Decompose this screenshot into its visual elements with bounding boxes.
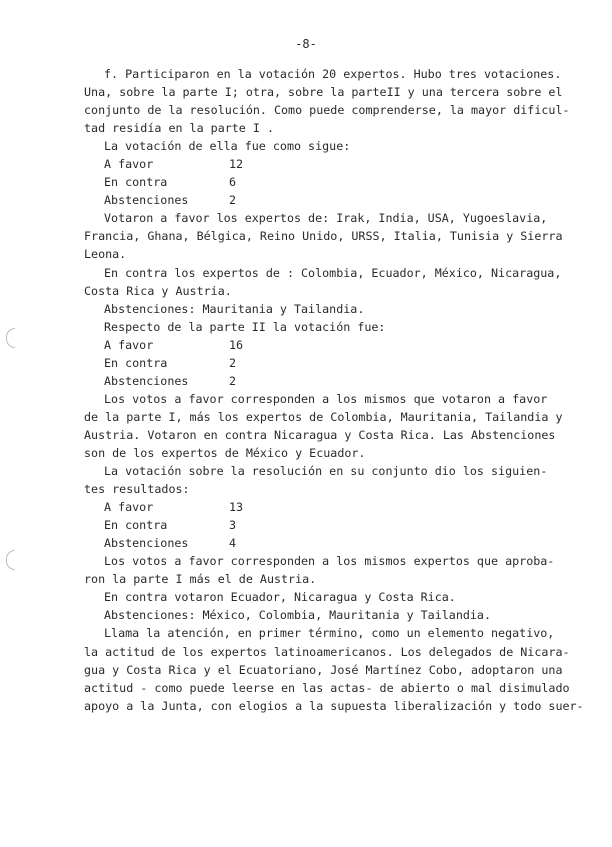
punch-hole-mark [6, 550, 15, 570]
vote-label: A favor [104, 337, 154, 352]
vote-row [84, 173, 584, 191]
vote-row [84, 336, 584, 354]
text-line: tes resultados: [84, 482, 190, 497]
text-line: Los votos a favor corresponden a los mismos expertos que aproba- [104, 554, 555, 569]
text-line: gua y Costa Rica y el Ecuatoriano, José Martínez Cobo, adoptaron una [84, 662, 563, 677]
text-line: Los votos a favor corresponden a los mismos que votaron a favor [104, 391, 548, 406]
vote-label: Abstenciones [104, 536, 189, 551]
text-line: tad residía en la parte I . [84, 121, 274, 136]
text-line: f. Participaron en la votación 20 expertos. Hubo tres votaciones. [104, 67, 562, 81]
page-number: -8- [295, 37, 317, 51]
text-line: Costa Rica y Austria. [84, 283, 232, 298]
text-line: La votación sobre la resolución en su conjunto dio los siguien- [104, 464, 548, 479]
text-line: La votación de ella fue como sigue: [104, 139, 351, 154]
text-line: En contra votaron Ecuador, Nicaragua y Costa Rica. [104, 590, 456, 605]
text-line: En contra los expertos de : Colombia, Ecuador, México, Nicaragua, [104, 265, 562, 280]
vote-row [84, 191, 584, 209]
vote-label: Abstenciones [104, 373, 189, 388]
text-line: conjunto de la resolución. Como puede comprenderse, la mayor dificul- [84, 103, 570, 118]
vote-value: 2 [229, 373, 237, 388]
vote-value: 12 [229, 157, 244, 172]
vote-value: 6 [229, 175, 237, 190]
text-line: son de los expertos de México y Ecuador. [84, 445, 366, 460]
vote-label: En contra [104, 518, 168, 533]
vote-value: 16 [229, 337, 244, 352]
text-line: Austria. Votaron en contra Nicaragua y Costa Rica. Las Abstenciones [84, 427, 556, 442]
vote-label: A favor [104, 157, 154, 172]
vote-row [84, 516, 584, 534]
vote-row [84, 534, 584, 552]
text-line: actitud - como puede leerse en las actas- de abierto o mal disimulado [84, 680, 570, 695]
vote-label: A favor [104, 500, 154, 515]
vote-row [84, 155, 584, 173]
text-line: Francia, Ghana, Bélgica, Reino Unido, URSS, Italia, Tunisia y Sierra [84, 229, 563, 244]
punch-hole-mark [6, 328, 15, 348]
vote-label: Abstenciones [104, 193, 189, 208]
text-line: Una, sobre la parte I; otra, sobre la parteII y una tercera sobre el [84, 85, 563, 100]
vote-value: 13 [229, 500, 244, 515]
text-line: ron la parte I más el de Austria. [84, 572, 317, 587]
vote-label: En contra [104, 175, 168, 190]
vote-row [84, 498, 584, 516]
text-line: de la parte I, más los expertos de Colombia, Mauritania, Tailandia y [84, 409, 563, 424]
text-line: la actitud de los expertos latinoamericanos. Los delegados de Nicara- [84, 644, 570, 659]
vote-value: 3 [229, 518, 237, 533]
vote-row [84, 354, 584, 372]
text-line: Abstenciones: Mauritania y Tailandia. [104, 301, 365, 316]
text-line: Respecto de la parte II la votación fue: [104, 319, 386, 334]
text-line: apoyo a la Junta, con elogios a la supuesta liberalización y todo suer- [84, 698, 584, 713]
vote-value: 4 [229, 536, 237, 551]
text-line: Leona. [84, 247, 127, 262]
text-line: Abstenciones: México, Colombia, Mauritania y Tailandia. [104, 608, 492, 623]
vote-label: En contra [104, 355, 168, 370]
vote-value: 2 [229, 193, 237, 208]
vote-row [84, 372, 584, 390]
document-body [84, 65, 584, 715]
text-line: Votaron a favor los expertos de: Irak, India, USA, Yugoeslavia, [104, 211, 548, 226]
vote-value: 2 [229, 355, 237, 370]
text-line: Llama la atención, en primer término, como un elemento negativo, [104, 626, 555, 641]
